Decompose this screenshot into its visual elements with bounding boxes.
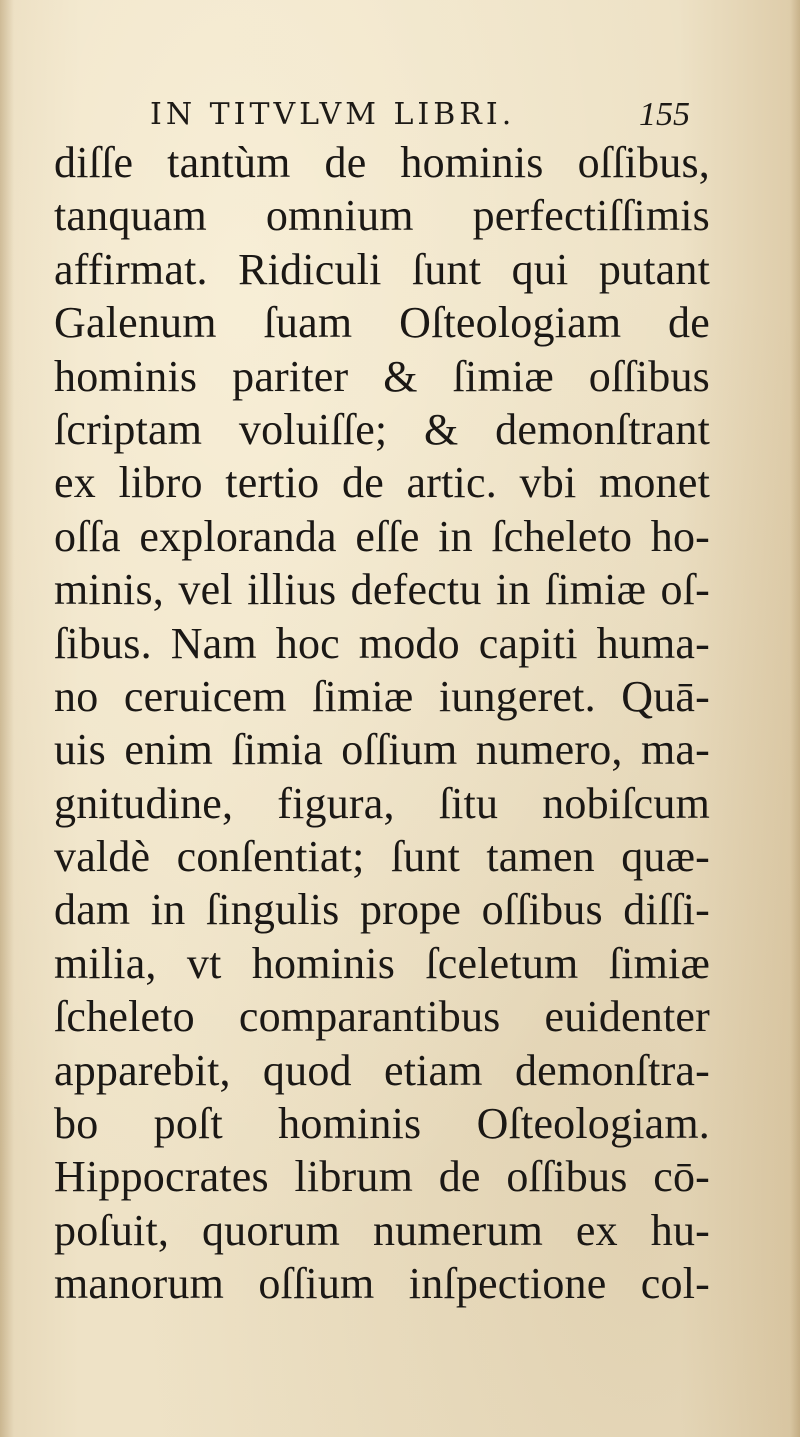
text-line: diſſe tantùm de hominis oſſibus, [54, 138, 710, 187]
text-line: dam in ſingulis prope oſſibus diſſi- [54, 885, 710, 935]
text-line: no ceruicem ſimiæ iungeret. Quā- [54, 671, 710, 721]
text-line: affirmat. Ridiculi ſunt qui putant [54, 244, 710, 294]
page-edge-shadow-left [0, 0, 14, 1437]
text-line: tanquam omnium perfectiſſimis [54, 191, 710, 241]
text-line: bo poſt hominis Oſteologiam. [54, 1099, 710, 1149]
text-line: ſcriptam voluiſſe; & demonſtrant [54, 404, 710, 454]
text-line: hominis pariter & ſimiæ oſſibus [54, 351, 710, 401]
text-line: gnitudine, figura, ſitu nobiſcum [54, 778, 710, 828]
text-block [54, 136, 710, 1311]
text-line: uis enim ſimia oſſium numero, ma- [54, 725, 710, 775]
text-line: oſſa exploranda eſſe in ſcheleto ho- [54, 511, 710, 561]
text-line: milia, vt hominis ſceletum ſimiæ [54, 938, 710, 988]
text-line: apparebit, quod etiam demonſtra- [54, 1045, 710, 1095]
text-line: Hippocrates librum de oſſibus cō- [54, 1152, 710, 1202]
text-line: ſcheleto comparantibus euidenter [54, 992, 710, 1042]
running-title: IN TITVLVM LIBRI. [150, 97, 516, 132]
text-line: poſuit, quorum numerum ex hu- [54, 1205, 710, 1255]
text-line: ſibus. Nam hoc modo capiti huma- [54, 618, 710, 668]
text-line: manorum oſſium inſpectione col- [54, 1259, 710, 1309]
text-line: Galenum ſuam Oſteologiam de [54, 298, 710, 348]
page-edge-shadow-right [790, 0, 800, 1437]
text-line: minis, vel illius defectu in ſimiæ oſ- [54, 565, 710, 615]
page-number: 155 [639, 96, 690, 133]
text-line: ex libro tertio de artic. vbi monet [54, 458, 710, 508]
text-line: valdè conſentiat; ſunt tamen quæ- [54, 832, 710, 882]
running-head [150, 92, 690, 138]
